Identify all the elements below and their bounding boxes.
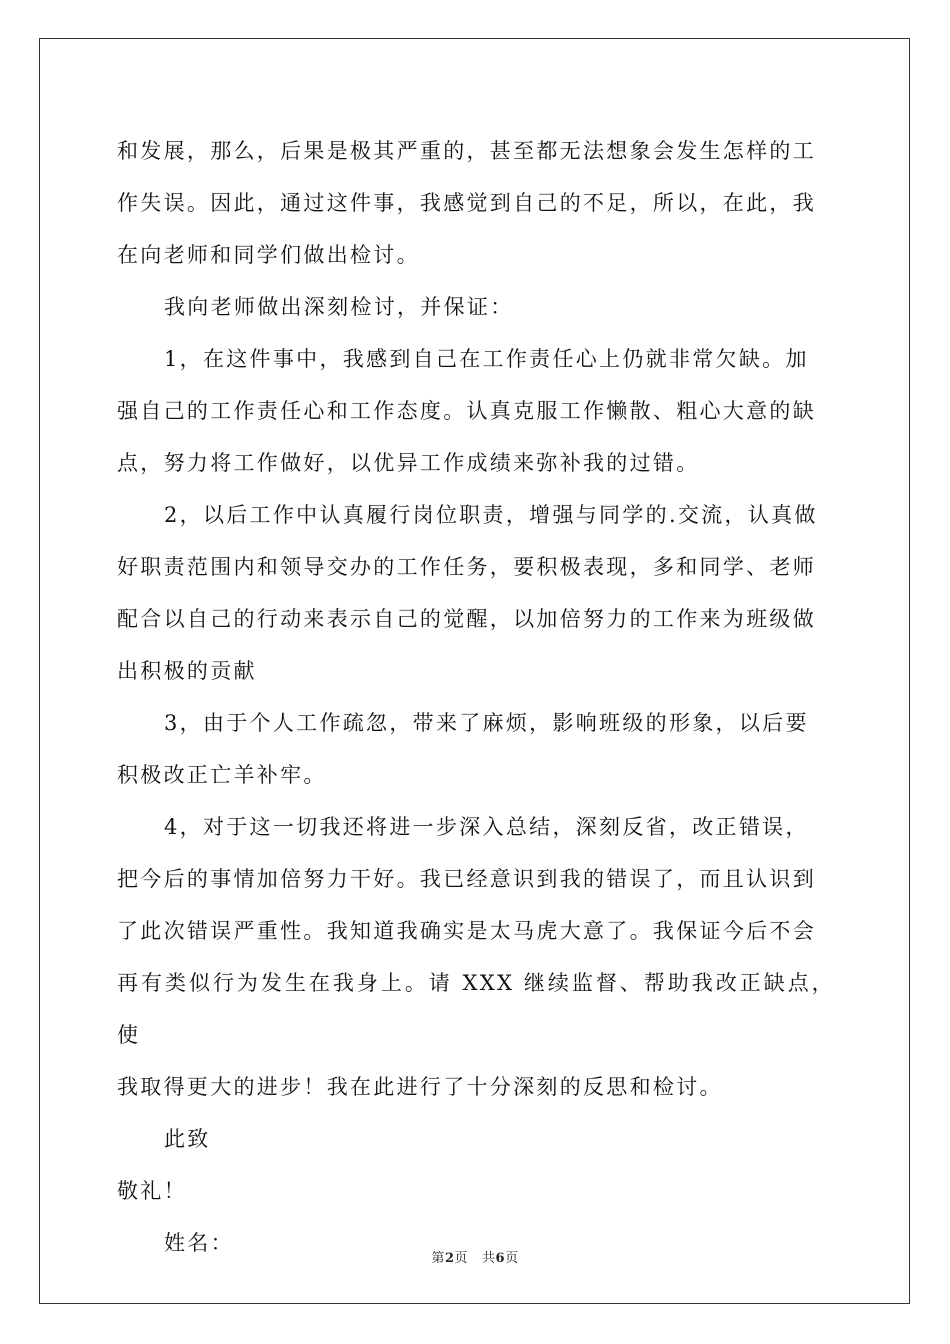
text-line: 积极改正亡羊补牢。	[117, 763, 327, 787]
text-line: 好职责范围内和领导交办的工作任务，要积极表现，多和同学、老师	[117, 555, 816, 579]
text-line: 再有类似行为发生在我身上。请 XXX 继续监督、帮助我改正缺点，使	[117, 971, 835, 1047]
page-prefix: 第	[431, 1251, 445, 1266]
paragraph-intro	[117, 125, 835, 281]
page-footer	[0, 1247, 950, 1266]
text-line: 出积极的贡献	[117, 659, 257, 683]
page-total: 6	[495, 1251, 506, 1266]
text-line: 和发展，那么，后果是极其严重的，甚至都无法想象会发生怎样的工	[117, 139, 816, 163]
paragraph-pledge: 我向老师做出深刻检讨，并保证：	[164, 295, 514, 319]
list-item-2	[117, 489, 835, 697]
text-line: 点，努力将工作做好，以优异工作成绩来弥补我的过错。	[117, 451, 700, 475]
text-line: 3，由于个人工作疏忽，带来了麻烦，影响班级的形象，以后要	[164, 711, 809, 735]
text-line: 把今后的事情加倍努力干好。我已经意识到我的错误了，而且认识到	[117, 867, 816, 891]
text-line: 4，对于这一切我还将进一步深入总结，深刻反省，改正错误，	[164, 815, 809, 839]
text-line: 配合以自己的行动来表示自己的觉醒，以加倍努力的工作来为班级做	[117, 607, 816, 631]
text-line: 在向老师和同学们做出检讨。	[117, 243, 420, 267]
text-line: 我取得更大的进步！我在此进行了十分深刻的反思和检讨。	[117, 1075, 723, 1099]
signature-name-label: 姓名：	[164, 1231, 234, 1255]
total-prefix: 共	[482, 1251, 496, 1266]
list-item-1	[117, 333, 835, 489]
text-line: 强自己的工作责任心和工作态度。认真克服工作懒散、粗心大意的缺	[117, 399, 816, 423]
list-item-4	[117, 801, 835, 1113]
page-current: 2	[444, 1251, 455, 1266]
list-item-3	[117, 697, 835, 801]
text-line: 作失误。因此，通过这件事，我感觉到自己的不足，所以，在此，我	[117, 191, 816, 215]
text-line: 1，在这件事中，我感到自己在工作责任心上仍就非常欠缺。加	[164, 347, 809, 371]
total-suffix: 页	[505, 1251, 519, 1266]
closing-regards: 敬礼！	[117, 1179, 187, 1203]
document-body	[117, 125, 835, 1269]
text-line: 2，以后工作中认真履行岗位职责，增强与同学的.交流，认真做	[164, 503, 818, 527]
text-line: 了此次错误严重性。我知道我确实是太马虎大意了。我保证今后不会	[117, 919, 816, 943]
page-suffix: 页	[454, 1251, 468, 1266]
closing-salutation: 此致	[164, 1127, 211, 1151]
